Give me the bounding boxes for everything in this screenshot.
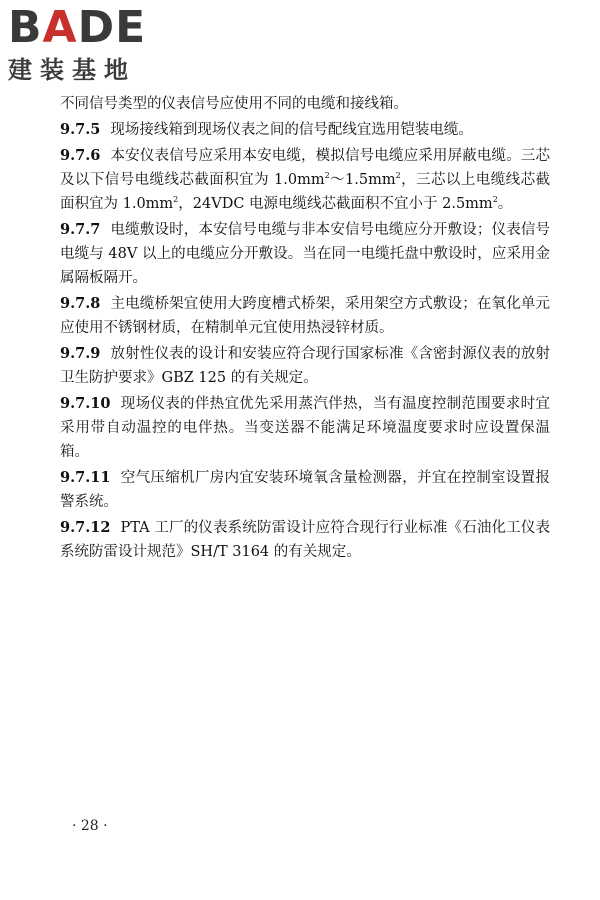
clause-text-part: 。 <box>497 196 513 212</box>
superscript: 2 <box>492 195 498 205</box>
clause-number: 9.7.5 <box>60 121 101 138</box>
clause-number: 9.7.7 <box>60 221 101 238</box>
clause-number: 9.7.9 <box>60 345 101 362</box>
clause-9-7-9 <box>60 342 550 390</box>
page-number: · 28 · <box>72 818 108 834</box>
clause-9-7-10 <box>60 392 550 464</box>
clause-number: 9.7.11 <box>60 469 111 486</box>
clause-text-part: ，24VDC 电源电缆线芯截面积不宜小于 2.5mm <box>178 196 493 212</box>
logo-letters-de: DE <box>77 2 147 53</box>
clause-text: 主电缆桥架宜使用大跨度槽式桥架，采用架空方式敷设；在氧化单元应使用不锈钢材质，在精制单元宜使用热浸锌材质。 <box>60 296 550 336</box>
superscript: 2 <box>324 171 330 181</box>
lead-paragraph: 不同信号类型的仪表信号应使用不同的电缆和接线箱。 <box>60 96 408 112</box>
clause-number: 9.7.6 <box>60 147 101 164</box>
clause-9-7-12 <box>60 516 550 564</box>
clause-9-7-11 <box>60 466 550 514</box>
clause-number: 9.7.8 <box>60 295 101 312</box>
brand-logo <box>8 2 178 88</box>
clause-number: 9.7.12 <box>60 519 111 536</box>
clause-text: 放射性仪表的设计和安装应符合现行国家标准《含密封源仪表的放射卫生防护要求》GBZ 125 的有关规定。 <box>60 346 550 386</box>
superscript: 2 <box>395 171 401 181</box>
superscript: 2 <box>173 195 179 205</box>
clause-9-7-6 <box>60 144 550 216</box>
clause-text-part: ～1.5mm <box>329 172 396 188</box>
clause-9-7-7 <box>60 218 550 290</box>
logo-subtitle: 建装基地 <box>8 56 136 84</box>
clause-text: 空气压缩机厂房内宜安装环境氧含量检测器，并宜在控制室设置报警系统。 <box>60 470 550 510</box>
clause-text: PTA 工厂的仪表系统防雷设计应符合现行行业标准《石油化工仪表系统防雷设计规范》SH/T 3164 的有关规定。 <box>60 520 550 560</box>
logo-letter-a: A <box>42 2 78 53</box>
logo-letter-b: B <box>8 2 43 53</box>
logo-wordmark <box>8 2 147 53</box>
clause-text: 电缆敷设时，本安信号电缆与非本安信号电缆应分开敷设；仪表信号电缆与 48V 以上的电缆应分开敷设。当在同一电缆托盘中敷设时，应采用金属隔板隔开。 <box>60 222 550 286</box>
clause-text: 现场接线箱到现场仪表之间的信号配线宜选用铠装电缆。 <box>110 122 473 138</box>
clause-9-7-8 <box>60 292 550 340</box>
clause-text-part: ，三芯以上电缆线芯截面积宜为 1.0mm <box>60 172 551 212</box>
clause-number: 9.7.10 <box>60 395 111 412</box>
clause-9-7-5 <box>60 118 550 142</box>
document-body <box>60 92 550 566</box>
clause-text: 现场仪表的伴热宜优先采用蒸汽伴热，当有温度控制范围要求时宜采用带自动温控的电伴热。当变送器不能满足环境温度要求时应设置保温箱。 <box>60 396 550 460</box>
clause-text-part: 本安仪表信号应采用本安电缆，模拟信号电缆应采用屏蔽电缆。三芯及以下信号电缆线芯截面积宜为 1.0mm <box>60 148 550 188</box>
